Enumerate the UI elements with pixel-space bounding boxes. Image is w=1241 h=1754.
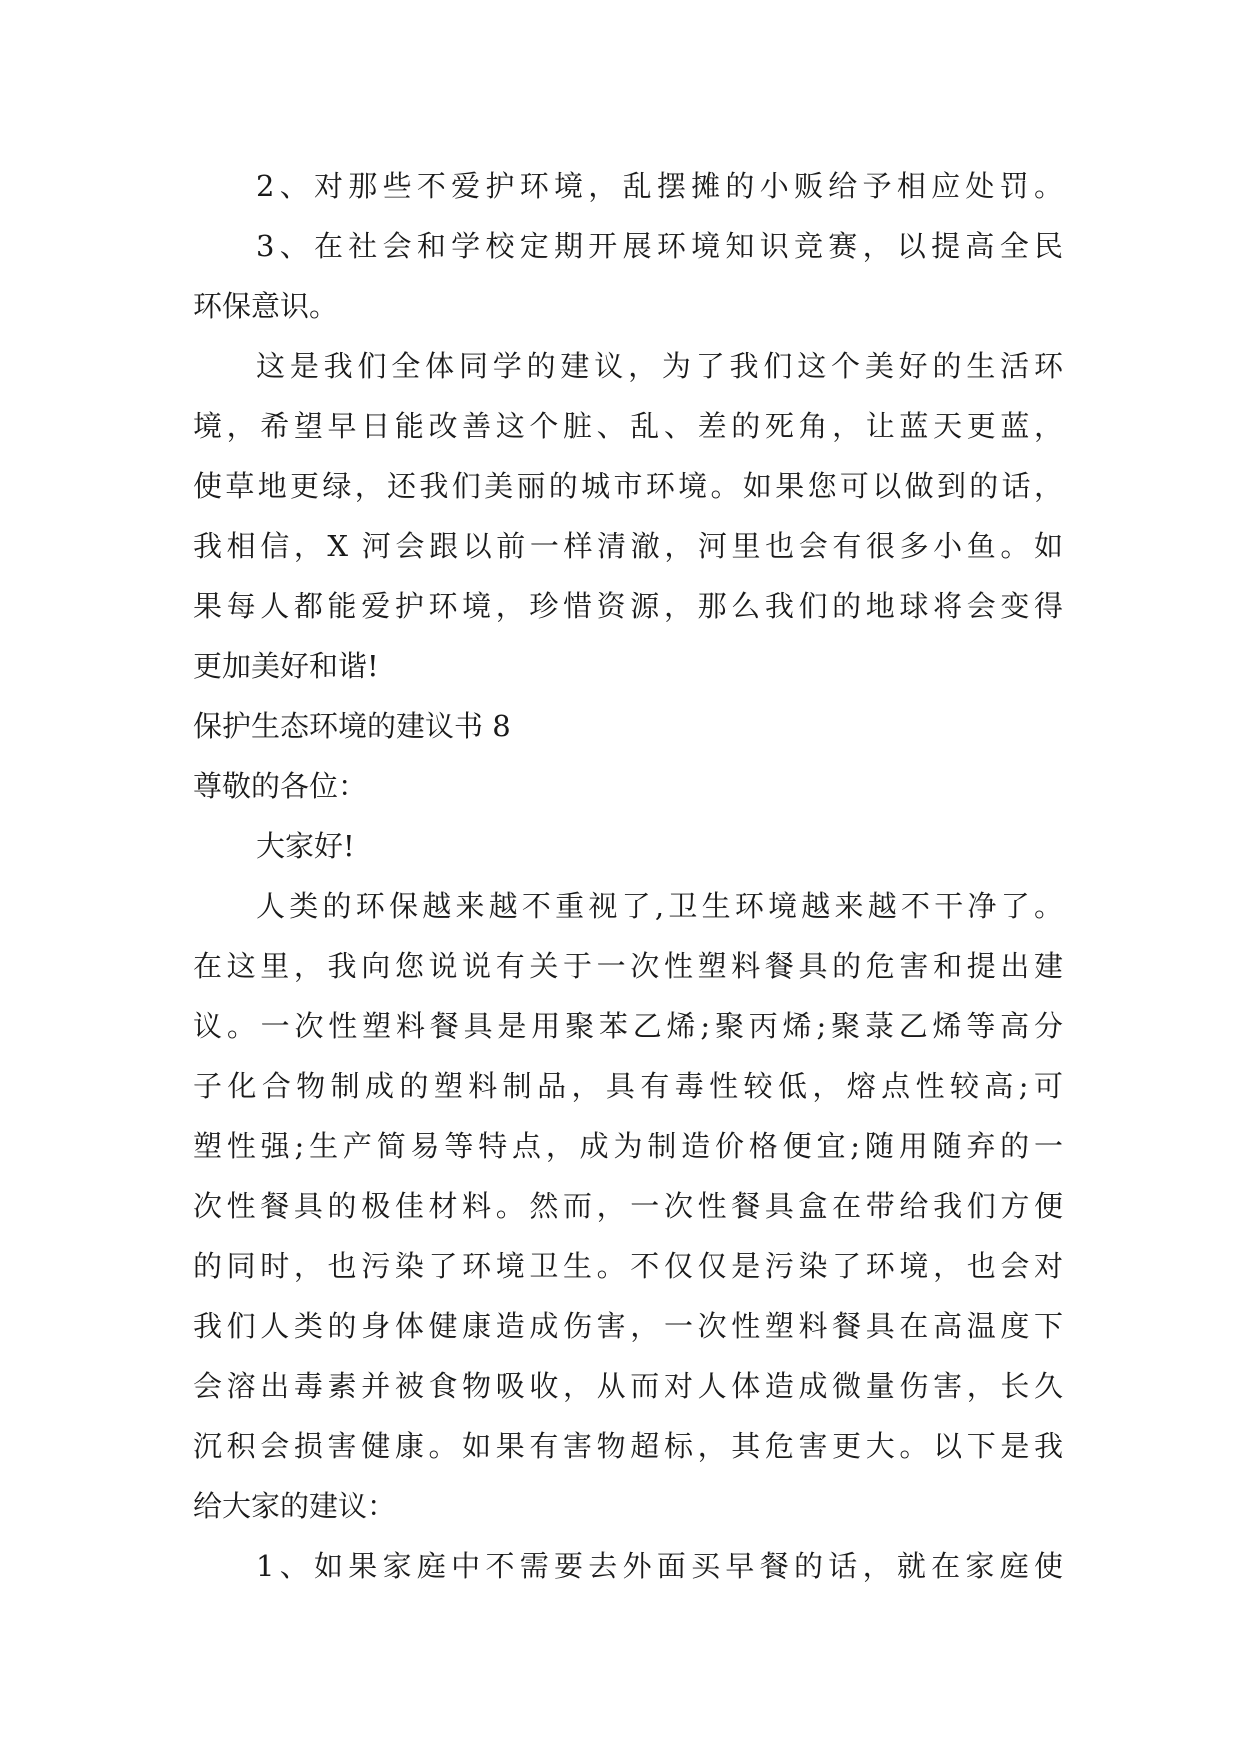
paragraph-line: 塑性强;生产简易等特点，成为制造价格便宜;随用随弃的一 [193,1129,1063,1163]
salutation: 尊敬的各位： [193,769,368,803]
paragraph-line: 更加美好和谐! [193,649,379,683]
paragraph-line: 环保意识。 [193,289,339,323]
paragraph-line: 在这里，我向您说说有关于一次性塑料餐具的危害和提出建 [193,949,1063,983]
paragraph-line: 2、对那些不爱护环境，乱摆摊的小贩给予相应处罚。 [256,169,1063,203]
paragraph-line: 次性餐具的极佳材料。然而，一次性餐具盒在带给我们方便 [193,1189,1063,1223]
paragraph-line: 1、如果家庭中不需要去外面买早餐的话，就在家庭使 [256,1549,1063,1583]
paragraph-line: 果每人都能爱护环境，珍惜资源，那么我们的地球将会变得 [193,589,1063,623]
paragraph-line: 议。一次性塑料餐具是用聚苯乙烯;聚丙烯;聚菉乙烯等高分 [193,1009,1063,1043]
document-page [193,156,1063,1596]
section-heading: 保护生态环境的建议书 8 [193,709,511,743]
paragraph-line: 的同时，也污染了环境卫生。不仅仅是污染了环境，也会对 [193,1249,1063,1283]
paragraph-line: 沉积会损害健康。如果有害物超标，其危害更大。以下是我 [193,1429,1063,1463]
paragraph-line: 3、在社会和学校定期开展环境知识竞赛，以提高全民 [256,229,1063,263]
paragraph-line: 给大家的建议： [193,1489,397,1523]
paragraph-line: 会溶出毒素并被食物吸收，从而对人体造成微量伤害，长久 [193,1369,1063,1403]
paragraph-line: 使草地更绿，还我们美丽的城市环境。如果您可以做到的话， [193,469,1063,503]
paragraph-line: 我们人类的身体健康造成伤害，一次性塑料餐具在高温度下 [193,1309,1063,1343]
paragraph-line: 子化合物制成的塑料制品，具有毒性较低，熔点性较高;可 [193,1069,1063,1103]
paragraph-line: 这是我们全体同学的建议，为了我们这个美好的生活环 [256,349,1063,383]
paragraph-line: 我相信，X 河会跟以前一样清澈，河里也会有很多小鱼。如 [193,529,1063,563]
paragraph-line: 境，希望早日能改善这个脏、乱、差的死角，让蓝天更蓝， [193,409,1063,443]
paragraph-line: 人类的环保越来越不重视了,卫生环境越来越不干净了。 [256,889,1063,923]
greeting: 大家好! [256,829,355,863]
